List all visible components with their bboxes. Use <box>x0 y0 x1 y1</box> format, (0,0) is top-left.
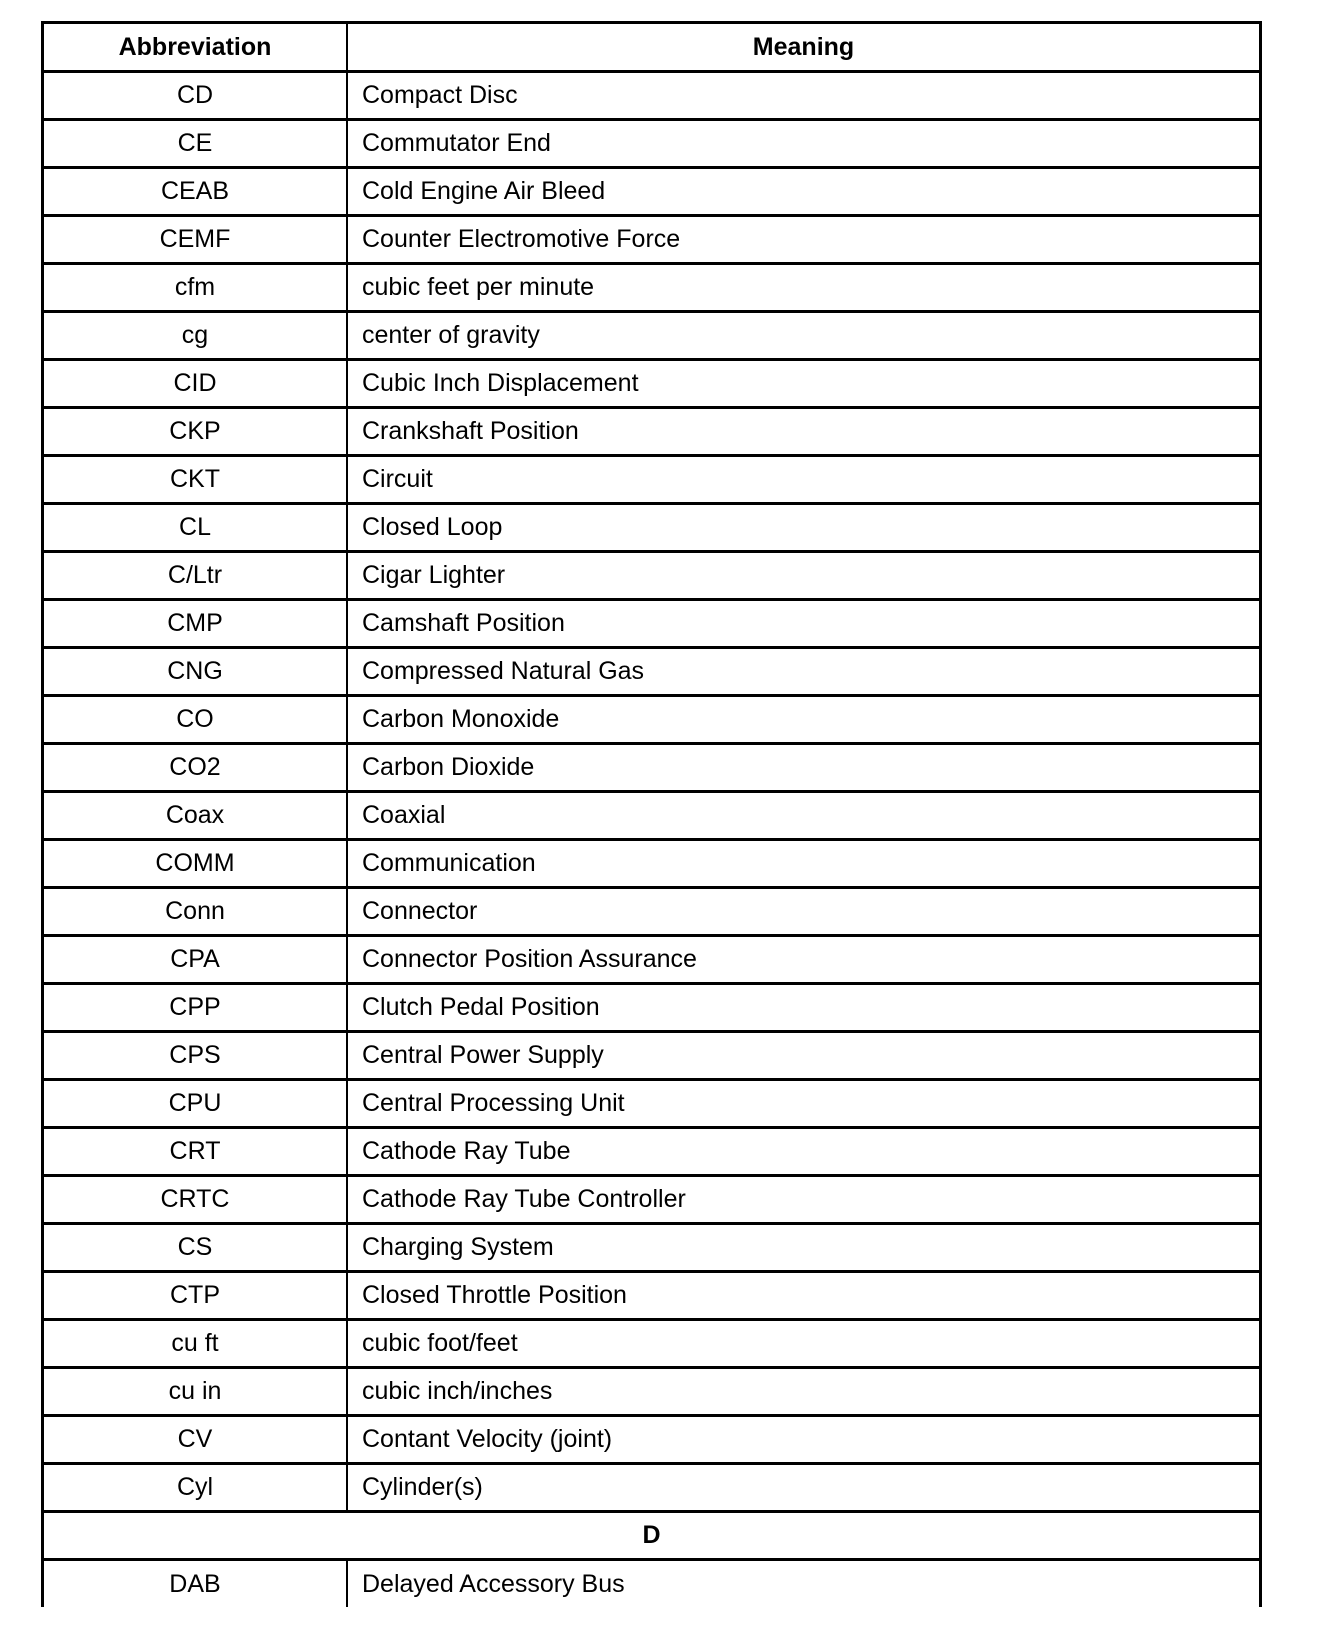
abbreviation-cell: CL <box>44 505 348 550</box>
table-row <box>44 1369 1259 1417</box>
section-label: D <box>642 1521 661 1549</box>
meaning-cell: Cubic Inch Displacement <box>362 369 639 397</box>
meaning-cell: Coaxial <box>362 801 446 829</box>
meaning-cell: Closed Throttle Position <box>362 1281 627 1309</box>
meaning-cell: Delayed Accessory Bus <box>362 1569 625 1598</box>
meaning-cell: Contant Velocity (joint) <box>362 1425 613 1453</box>
meaning-cell: Circuit <box>362 465 433 493</box>
abbreviation-cell: CPS <box>44 1033 348 1078</box>
abbreviation-cell: CTP <box>44 1273 348 1318</box>
table-row <box>44 841 1259 889</box>
meaning-cell: Closed Loop <box>362 513 503 541</box>
table-row <box>44 217 1259 265</box>
abbreviation-cell: CRTC <box>44 1177 348 1222</box>
table-row <box>44 697 1259 745</box>
abbreviation-cell: CPP <box>44 985 348 1030</box>
meaning-cell: cubic feet per minute <box>362 273 595 301</box>
table-row <box>44 265 1259 313</box>
meaning-cell: Carbon Dioxide <box>362 753 535 781</box>
table-row <box>44 313 1259 361</box>
abbreviation-cell: cu ft <box>44 1321 348 1366</box>
meaning-cell: Counter Electromotive Force <box>362 225 681 253</box>
table-row <box>44 1081 1259 1129</box>
meaning-cell: Communication <box>362 849 536 877</box>
table-row <box>44 553 1259 601</box>
table-row <box>44 601 1259 649</box>
abbreviation-cell: CRT <box>44 1129 348 1174</box>
abbreviation-cell: CID <box>44 361 348 406</box>
header-meaning: Meaning <box>752 32 855 61</box>
abbreviation-cell: CPA <box>44 937 348 982</box>
abbreviation-cell: CMP <box>44 601 348 646</box>
meaning-cell: Crankshaft Position <box>362 417 579 445</box>
table-header-row <box>44 24 1259 73</box>
abbreviation-cell: COMM <box>44 841 348 886</box>
table-row <box>44 409 1259 457</box>
meaning-cell: center of gravity <box>362 321 540 349</box>
table-row <box>44 73 1259 121</box>
meaning-cell: Cathode Ray Tube Controller <box>362 1185 686 1213</box>
meaning-cell: Commutator End <box>362 129 551 157</box>
abbreviation-cell: CKT <box>44 457 348 502</box>
meaning-cell: Connector Position Assurance <box>362 945 697 973</box>
table-row <box>44 649 1259 697</box>
meaning-cell: Carbon Monoxide <box>362 705 560 733</box>
table-row <box>44 1321 1259 1369</box>
meaning-cell: Compact Disc <box>362 81 518 109</box>
table-row <box>44 745 1259 793</box>
meaning-cell: Central Processing Unit <box>362 1089 625 1117</box>
table-row <box>44 793 1259 841</box>
abbreviation-cell: CO <box>44 697 348 742</box>
meaning-cell: Cylinder(s) <box>362 1473 483 1501</box>
meaning-cell: cubic inch/inches <box>362 1377 553 1405</box>
meaning-cell: Cold Engine Air Bleed <box>362 177 606 205</box>
table-row <box>44 1129 1259 1177</box>
abbreviation-cell: DAB <box>44 1561 348 1607</box>
abbreviation-cell: CNG <box>44 649 348 694</box>
abbreviation-cell: CEAB <box>44 169 348 214</box>
meaning-cell: Connector <box>362 897 478 925</box>
abbreviation-cell: CPU <box>44 1081 348 1126</box>
abbreviation-cell: C/Ltr <box>44 553 348 598</box>
table-row <box>44 1417 1259 1465</box>
meaning-cell: Cathode Ray Tube <box>362 1137 571 1165</box>
table-row <box>44 505 1259 553</box>
abbreviation-table <box>41 21 1262 1607</box>
abbreviation-cell: CV <box>44 1417 348 1462</box>
abbreviation-cell: cg <box>44 313 348 358</box>
header-abbreviation: Abbreviation <box>44 24 348 70</box>
table-row <box>44 361 1259 409</box>
abbreviation-cell: CS <box>44 1225 348 1270</box>
abbreviation-cell: CE <box>44 121 348 166</box>
meaning-cell: Charging System <box>362 1233 554 1261</box>
table-row <box>44 1273 1259 1321</box>
abbreviation-cell: Coax <box>44 793 348 838</box>
table-row <box>44 889 1259 937</box>
section-row-d <box>44 1513 1259 1561</box>
abbreviation-cell: CEMF <box>44 217 348 262</box>
abbreviation-cell: Cyl <box>44 1465 348 1510</box>
abbreviation-cell: cu in <box>44 1369 348 1414</box>
meaning-cell: cubic foot/feet <box>362 1329 518 1357</box>
table-row <box>44 985 1259 1033</box>
table-row <box>44 1465 1259 1513</box>
meaning-cell: Clutch Pedal Position <box>362 993 600 1021</box>
table-row <box>44 1225 1259 1273</box>
table-row <box>44 169 1259 217</box>
table-row <box>44 1561 1259 1607</box>
abbreviation-cell: Conn <box>44 889 348 934</box>
table-row <box>44 1177 1259 1225</box>
table-row <box>44 937 1259 985</box>
abbreviation-cell: cfm <box>44 265 348 310</box>
abbreviation-cell: CO2 <box>44 745 348 790</box>
abbreviation-cell: CD <box>44 73 348 118</box>
table-row <box>44 457 1259 505</box>
meaning-cell: Cigar Lighter <box>362 561 506 589</box>
meaning-cell: Central Power Supply <box>362 1041 604 1069</box>
meaning-cell: Camshaft Position <box>362 609 565 637</box>
meaning-cell: Compressed Natural Gas <box>362 657 645 685</box>
abbreviation-cell: CKP <box>44 409 348 454</box>
table-row <box>44 1033 1259 1081</box>
table-row <box>44 121 1259 169</box>
